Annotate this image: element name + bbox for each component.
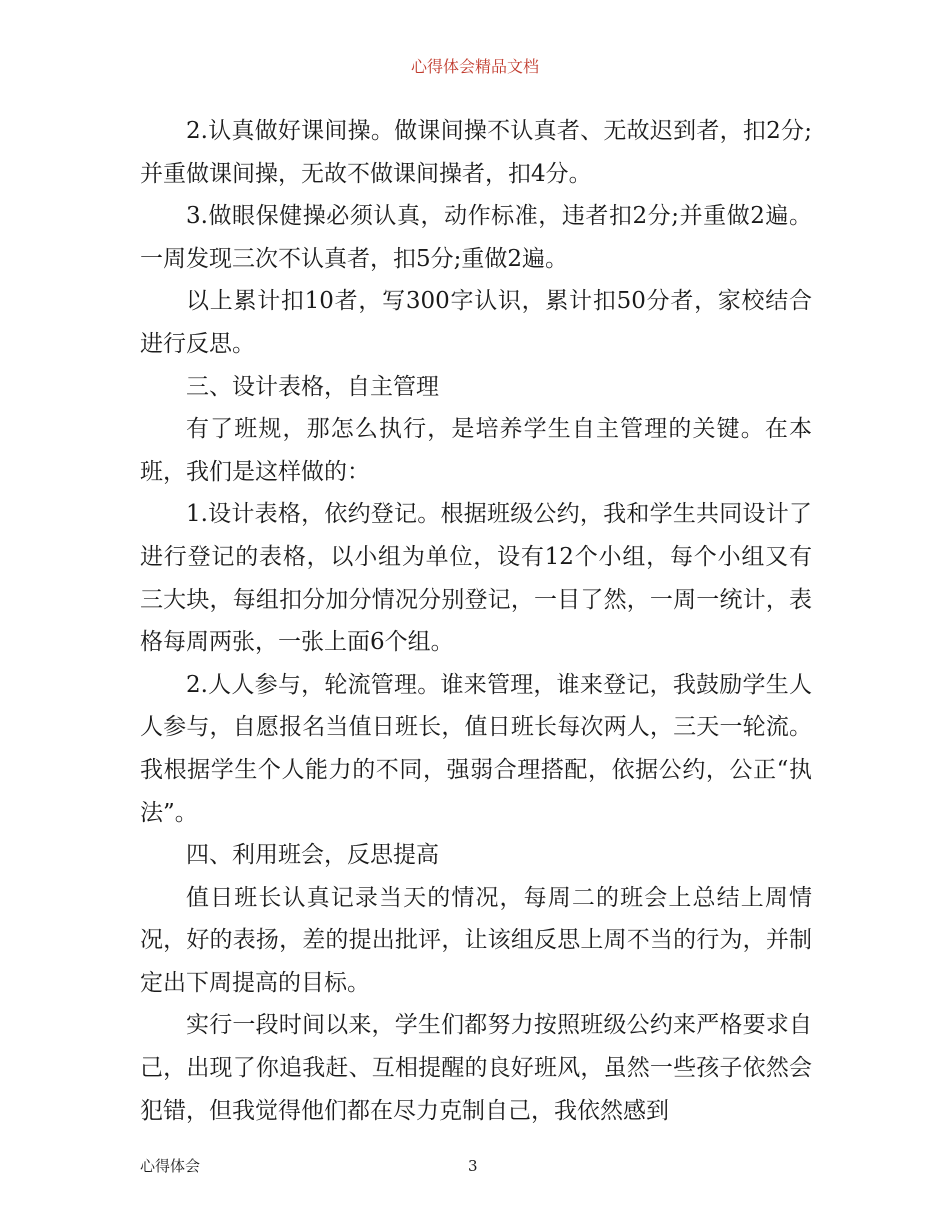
section-heading-3: 三、设计表格，自主管理: [186, 373, 439, 400]
footer-label: 心得体会: [140, 1157, 201, 1175]
paragraph-4: 有了班规，那怎么执行，是培养学生自主管理的关键。在本班，我们是这样做的：: [140, 416, 812, 485]
page-header-title: 心得体会精品文档: [410, 57, 539, 76]
paragraph-3: 以上累计扣10者，写300字认识，累计扣50分者，家校结合进行反思。: [140, 288, 812, 357]
page-number: 3: [468, 1157, 478, 1175]
paragraph-5: 1.设计表格，依约登记。根据班级公约，我和学生共同设计了进行登记的表格，以小组为单位，设有12个小组，每个小组又有三大块，每组扣分加分情况分别登记，一目了然，一周一统计，表格每周两张，一张上面6个组。: [140, 501, 812, 656]
paragraph-1: 2.认真做好课间操。做课间操不认真者、无故迟到者，扣2分;并重做课间操，无故不做课间操者，扣4分。: [140, 118, 812, 187]
section-heading-4: 四、利用班会，反思提高: [186, 842, 439, 869]
paragraph-7: 值日班长认真记录当天的情况，每周二的班会上总结上周情况，好的表扬，差的提出批评，让该组反思上周不当的行为，并制定出下周提高的目标。: [140, 884, 812, 996]
paragraph-6: 2.人人参与，轮流管理。谁来管理，谁来登记，我鼓励学生人人参与，自愿报名当值日班长，值日班长每次两人，三天一轮流。我根据学生个人能力的不同，强弱合理搭配，依据公约，公正“执法”。: [140, 671, 812, 826]
paragraph-8: 实行一段时间以来，学生们都努力按照班级公约来严格要求自己，出现了你追我赶、互相提醒的良好班风，虽然一些孩子依然会犯错，但我觉得他们都在尽力克制自己，我依然感到: [140, 1012, 812, 1124]
document-body: [140, 110, 812, 1132]
paragraph-2: 3.做眼保健操必须认真，动作标准，违者扣2分;并重做2遍。一周发现三次不认真者，扣5分;重做2遍。: [140, 203, 812, 272]
